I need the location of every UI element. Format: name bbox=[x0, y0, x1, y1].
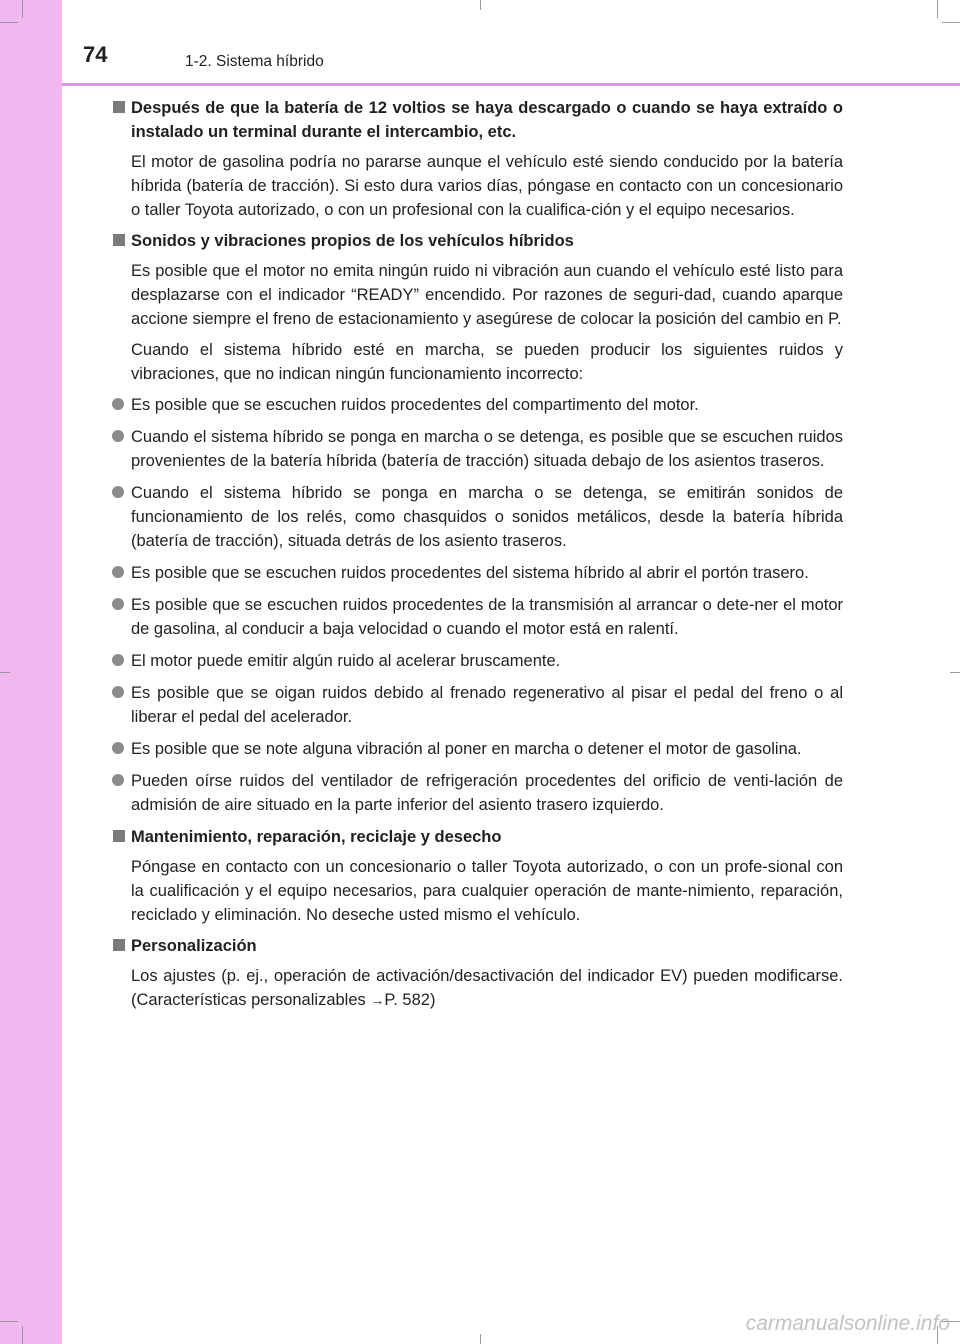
section-heading-text: Personalización bbox=[131, 937, 257, 955]
circle-bullet-icon bbox=[112, 430, 124, 442]
paragraph: Cuando el sistema híbrido esté en marcha, se pueden producir los siguientes ruidos y vibraciones, que no indican ningún funcionamiento incorrecto: bbox=[131, 341, 843, 383]
circle-bullet-icon bbox=[112, 486, 124, 498]
paragraph-with-reference bbox=[112, 964, 843, 1012]
main-content bbox=[112, 96, 843, 1019]
crop-mark bbox=[22, 1326, 23, 1344]
crop-mark bbox=[480, 1334, 481, 1344]
square-bullet-icon bbox=[113, 939, 125, 951]
reference-text-after: ) bbox=[429, 991, 436, 1009]
list-item bbox=[112, 593, 843, 641]
square-bullet-icon bbox=[113, 234, 125, 246]
list-item-text: Pueden oírse ruidos del ventilador de refrigeración procedentes del orificio de venti-lación de admisión de aire situado en la parte inferior del asiento trasero izquierdo. bbox=[131, 772, 843, 814]
list-item-text: Es posible que se escuchen ruidos procedentes de la transmisión al arrancar o dete-ner el motor de gasolina, al conducir a baja velocidad o cuando el motor está en ralentí. bbox=[131, 596, 843, 638]
section-heading bbox=[112, 934, 843, 958]
section-title: 1-2. Sistema híbrido bbox=[185, 53, 324, 70]
crop-mark bbox=[0, 672, 10, 673]
list-item bbox=[112, 561, 843, 585]
paragraph: Póngase en contacto con un concesionario o taller Toyota autorizado, o con un profe-sional con la cualificación y el equipo necesarios, para cualquier operación de mante-nimiento, reparación, reciclado y eliminación. No deseche usted mismo el vehículo. bbox=[131, 858, 843, 924]
square-bullet-icon bbox=[113, 101, 125, 113]
circle-bullet-icon bbox=[112, 598, 124, 610]
crop-mark bbox=[22, 0, 23, 18]
page-number: 74 bbox=[83, 42, 108, 67]
list-item-text: Es posible que se escuchen ruidos procedentes del compartimento del motor. bbox=[131, 396, 699, 414]
section-heading-text: Sonidos y vibraciones propios de los vehículos híbridos bbox=[131, 232, 574, 250]
paragraph: El motor de gasolina podría no pararse aunque el vehículo esté siendo conducido por la batería híbrida (batería de tracción). Si esto dura varios días, póngase en contacto con un concesionario o taller Toyota autorizado, o con un profesional con la cualifica-ción y el equipo necesarios. bbox=[131, 153, 843, 219]
list-item bbox=[112, 393, 843, 417]
list-item-text: Es posible que se note alguna vibración al poner en marcha o detener el motor de gasolina. bbox=[131, 740, 802, 758]
crop-mark bbox=[942, 22, 960, 23]
circle-bullet-icon bbox=[112, 398, 124, 410]
section-sounds bbox=[112, 229, 843, 817]
circle-bullet-icon bbox=[112, 742, 124, 754]
crop-mark bbox=[0, 22, 18, 23]
paragraph: Es posible que el motor no emita ningún ruido ni vibración aun cuando el vehículo esté listo para desplazarse con el indicador “READY” encendido. Por razones de seguri-dad, cuando aparque accione siempre el freno de estacionamiento y asegúrese de colocar la posición del cambio en P. bbox=[131, 262, 843, 328]
list-item bbox=[112, 769, 843, 817]
section-maintenance bbox=[112, 825, 843, 927]
crop-mark bbox=[480, 0, 481, 10]
list-item bbox=[112, 681, 843, 729]
circle-bullet-icon bbox=[112, 654, 124, 666]
crop-mark bbox=[950, 672, 960, 673]
list-item-text: Cuando el sistema híbrido se ponga en marcha o se detenga, es posible que se escuchen ruidos provenientes de la batería híbrida (batería de tracción) situada debajo de los asientos traseros. bbox=[131, 428, 843, 470]
circle-bullet-icon bbox=[112, 774, 124, 786]
page-reference-link[interactable]: P. 582 bbox=[384, 991, 430, 1009]
list-item bbox=[112, 737, 843, 761]
header-rule bbox=[62, 83, 960, 86]
list-item-text: Es posible que se oigan ruidos debido al frenado regenerativo al pisar el pedal del freno o al liberar el pedal del acelerador. bbox=[131, 684, 843, 726]
section-battery bbox=[112, 96, 843, 222]
circle-bullet-icon bbox=[112, 686, 124, 698]
list-item-text: Es posible que se escuchen ruidos procedentes del sistema híbrido al abrir el portón trasero. bbox=[131, 564, 809, 582]
section-heading-text: Mantenimiento, reparación, reciclaje y desecho bbox=[131, 828, 502, 846]
circle-bullet-icon bbox=[112, 566, 124, 578]
section-customization bbox=[112, 934, 843, 1012]
list-item-text: Cuando el sistema híbrido se ponga en marcha o se detenga, se emitirán sonidos de funcionamiento de los relés, como chasquidos o sonidos metálicos, desde la batería híbrida (batería de tracción), situada detrás de los asiento traseros. bbox=[131, 484, 843, 550]
arrow-right-icon: → bbox=[370, 992, 385, 1008]
list-item bbox=[112, 425, 843, 473]
section-heading bbox=[112, 229, 843, 253]
square-bullet-icon bbox=[113, 830, 125, 842]
list-item-text: El motor puede emitir algún ruido al acelerar bruscamente. bbox=[131, 652, 561, 670]
list-item bbox=[112, 649, 843, 673]
section-heading-text: Después de que la batería de 12 voltios se haya descargado o cuando se haya extraído o instalado un terminal durante el intercambio, etc. bbox=[131, 99, 843, 141]
section-heading bbox=[112, 96, 843, 144]
list-item bbox=[112, 481, 843, 553]
section-heading bbox=[112, 825, 843, 849]
crop-mark bbox=[937, 0, 938, 18]
reference-text-before: Los ajustes (p. ej., operación de activación/desactivación del indicador EV) pueden modificarse. (Características personalizables bbox=[131, 967, 843, 1009]
watermark: carmanualsonline.info bbox=[745, 1312, 950, 1335]
crop-mark bbox=[0, 1321, 18, 1322]
